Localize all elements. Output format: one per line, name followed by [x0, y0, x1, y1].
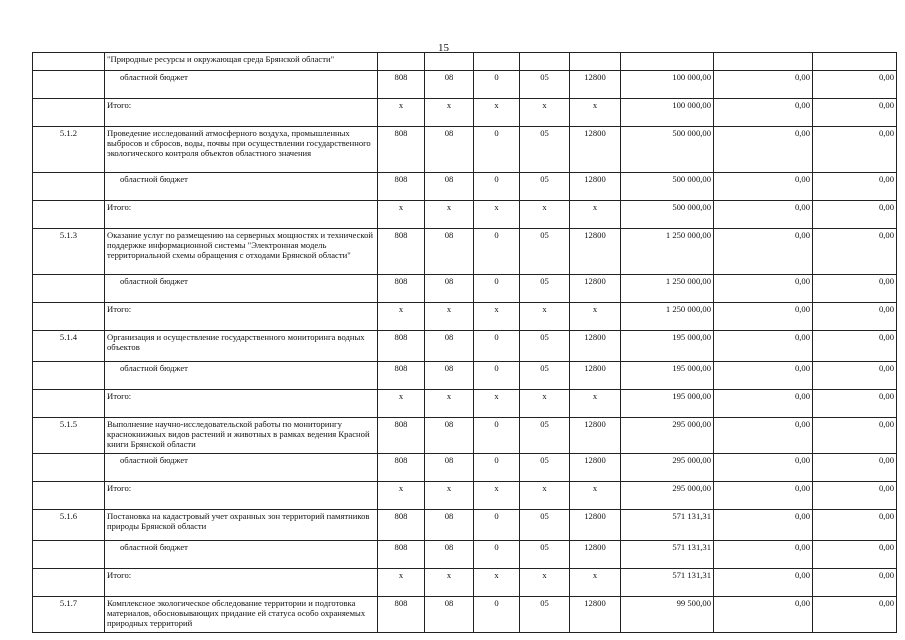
code-target — [570, 53, 621, 71]
item-number — [33, 569, 105, 597]
amount-year-1: 295 000,00 — [621, 418, 714, 454]
amount-year-2: 0,00 — [714, 71, 813, 99]
amount-year-1: 99 500,00 — [621, 597, 714, 633]
code-section: 08 — [425, 127, 474, 173]
code-admin: 808 — [378, 597, 425, 633]
code-target: 12800 — [570, 331, 621, 362]
item-description: областной бюджет — [105, 173, 378, 201]
code-admin — [378, 53, 425, 71]
table-row-item — [33, 418, 897, 454]
table-row-budget — [33, 541, 897, 569]
code-admin: x — [378, 303, 425, 331]
code-admin: 808 — [378, 454, 425, 482]
code-section: 08 — [425, 71, 474, 99]
code-program: x — [520, 303, 570, 331]
amount-year-3: 0,00 — [813, 173, 897, 201]
code-subsection: x — [474, 569, 520, 597]
code-admin: x — [378, 99, 425, 127]
code-target: 12800 — [570, 510, 621, 541]
code-section: 08 — [425, 454, 474, 482]
code-target: 12800 — [570, 418, 621, 454]
code-program: 05 — [520, 418, 570, 454]
amount-year-2 — [714, 53, 813, 71]
item-description: областной бюджет — [105, 541, 378, 569]
code-subsection: x — [474, 201, 520, 229]
code-admin: 808 — [378, 173, 425, 201]
amount-year-2: 0,00 — [714, 173, 813, 201]
code-program: 05 — [520, 331, 570, 362]
item-description: Итого: — [105, 482, 378, 510]
item-number: 5.1.5 — [33, 418, 105, 454]
item-description: Проведение исследований атмосферного воздуха, промышленных выбросов и сбросов, воды, почвы при осуществлении государственного экологического контроля объектов областного значения — [105, 127, 378, 173]
item-description: Итого: — [105, 99, 378, 127]
code-admin: 808 — [378, 127, 425, 173]
code-section: 08 — [425, 331, 474, 362]
code-section: x — [425, 482, 474, 510]
code-target: 12800 — [570, 541, 621, 569]
code-program: 05 — [520, 541, 570, 569]
budget-table — [32, 52, 897, 633]
code-section: 08 — [425, 541, 474, 569]
table-row-budget — [33, 362, 897, 390]
amount-year-3: 0,00 — [813, 362, 897, 390]
amount-year-1: 571 131,31 — [621, 510, 714, 541]
table-row-budget — [33, 454, 897, 482]
code-subsection: x — [474, 303, 520, 331]
code-target: x — [570, 569, 621, 597]
amount-year-3: 0,00 — [813, 390, 897, 418]
amount-year-1: 1 250 000,00 — [621, 275, 714, 303]
item-number: 5.1.3 — [33, 229, 105, 275]
code-subsection: 0 — [474, 597, 520, 633]
amount-year-1: 100 000,00 — [621, 99, 714, 127]
amount-year-2: 0,00 — [714, 510, 813, 541]
item-number: 5.1.4 — [33, 331, 105, 362]
item-description: Оказание услуг по размещению на серверных мощностях и технической поддержке информационной системы "Электронная модель территориальной схемы обращения с отходами Брянской области" — [105, 229, 378, 275]
item-number — [33, 454, 105, 482]
table-row-budget — [33, 173, 897, 201]
code-admin: 808 — [378, 362, 425, 390]
code-admin: 808 — [378, 541, 425, 569]
code-section: x — [425, 201, 474, 229]
item-number: 5.1.2 — [33, 127, 105, 173]
code-subsection: 0 — [474, 541, 520, 569]
table-row-total — [33, 99, 897, 127]
code-program: x — [520, 390, 570, 418]
code-target: 12800 — [570, 362, 621, 390]
amount-year-1: 1 250 000,00 — [621, 303, 714, 331]
item-description: областной бюджет — [105, 362, 378, 390]
table-row-total — [33, 482, 897, 510]
amount-year-1 — [621, 53, 714, 71]
code-target: 12800 — [570, 71, 621, 99]
item-description: областной бюджет — [105, 275, 378, 303]
amount-year-2: 0,00 — [714, 331, 813, 362]
code-subsection: 0 — [474, 275, 520, 303]
amount-year-2: 0,00 — [714, 127, 813, 173]
table-row-item — [33, 229, 897, 275]
amount-year-2: 0,00 — [714, 390, 813, 418]
code-target: 12800 — [570, 454, 621, 482]
table-row-item — [33, 510, 897, 541]
amount-year-2: 0,00 — [714, 569, 813, 597]
amount-year-3: 0,00 — [813, 127, 897, 173]
amount-year-2: 0,00 — [714, 229, 813, 275]
amount-year-1: 195 000,00 — [621, 331, 714, 362]
code-program: 05 — [520, 454, 570, 482]
page-number: 15 — [438, 42, 449, 54]
code-subsection: x — [474, 482, 520, 510]
code-target: 12800 — [570, 597, 621, 633]
code-admin: x — [378, 482, 425, 510]
item-number — [33, 390, 105, 418]
item-description: областной бюджет — [105, 71, 378, 99]
code-target: x — [570, 99, 621, 127]
code-admin: 808 — [378, 331, 425, 362]
code-section: x — [425, 569, 474, 597]
item-description: Постановка на кадастровый учет охранных зон территорий памятников природы Брянской области — [105, 510, 378, 541]
code-target: 12800 — [570, 173, 621, 201]
amount-year-1: 1 250 000,00 — [621, 229, 714, 275]
amount-year-3: 0,00 — [813, 418, 897, 454]
amount-year-1: 571 131,31 — [621, 541, 714, 569]
table-row-item — [33, 127, 897, 173]
code-subsection: 0 — [474, 331, 520, 362]
code-subsection: 0 — [474, 454, 520, 482]
code-target: 12800 — [570, 275, 621, 303]
amount-year-3: 0,00 — [813, 201, 897, 229]
code-section: 08 — [425, 275, 474, 303]
amount-year-2: 0,00 — [714, 418, 813, 454]
table-row-budget — [33, 71, 897, 99]
code-program: 05 — [520, 362, 570, 390]
item-number: 5.1.6 — [33, 510, 105, 541]
item-number — [33, 173, 105, 201]
code-section: 08 — [425, 418, 474, 454]
code-program: 05 — [520, 597, 570, 633]
code-program: 05 — [520, 275, 570, 303]
item-description: Комплексное экологическое обследование территории и подготовка материалов, обосновывающих придание ей статуса особо охраняемых природных территорий — [105, 597, 378, 633]
code-target: x — [570, 201, 621, 229]
item-number — [33, 53, 105, 71]
code-program: x — [520, 482, 570, 510]
item-description: Организация и осуществление государственного мониторинга водных объектов — [105, 331, 378, 362]
table-row-total — [33, 303, 897, 331]
code-subsection: 0 — [474, 362, 520, 390]
code-program: x — [520, 569, 570, 597]
code-section: 08 — [425, 229, 474, 275]
code-target: x — [570, 390, 621, 418]
item-number — [33, 362, 105, 390]
item-description: Итого: — [105, 303, 378, 331]
amount-year-3: 0,00 — [813, 99, 897, 127]
amount-year-3: 0,00 — [813, 482, 897, 510]
amount-year-1: 295 000,00 — [621, 482, 714, 510]
item-number — [33, 201, 105, 229]
code-admin: 808 — [378, 418, 425, 454]
item-number — [33, 275, 105, 303]
amount-year-2: 0,00 — [714, 99, 813, 127]
amount-year-3: 0,00 — [813, 331, 897, 362]
code-section: 08 — [425, 362, 474, 390]
amount-year-3: 0,00 — [813, 510, 897, 541]
item-description: Итого: — [105, 201, 378, 229]
item-number — [33, 482, 105, 510]
amount-year-3: 0,00 — [813, 569, 897, 597]
item-number — [33, 71, 105, 99]
code-target: x — [570, 303, 621, 331]
code-section: x — [425, 390, 474, 418]
code-section: x — [425, 303, 474, 331]
table-row-item — [33, 331, 897, 362]
amount-year-3: 0,00 — [813, 275, 897, 303]
code-admin: 808 — [378, 275, 425, 303]
code-section: 08 — [425, 510, 474, 541]
item-description: Итого: — [105, 569, 378, 597]
code-subsection: 0 — [474, 229, 520, 275]
table-row-total — [33, 569, 897, 597]
code-admin: 808 — [378, 71, 425, 99]
table-row-budget — [33, 275, 897, 303]
code-program: 05 — [520, 71, 570, 99]
code-section: 08 — [425, 597, 474, 633]
table-row-item — [33, 597, 897, 633]
code-subsection: 0 — [474, 71, 520, 99]
code-admin: x — [378, 569, 425, 597]
code-program: 05 — [520, 127, 570, 173]
amount-year-2: 0,00 — [714, 541, 813, 569]
code-admin: 808 — [378, 229, 425, 275]
amount-year-2: 0,00 — [714, 275, 813, 303]
amount-year-3 — [813, 53, 897, 71]
code-admin: 808 — [378, 510, 425, 541]
code-section — [425, 53, 474, 71]
table-row-total — [33, 201, 897, 229]
code-program: 05 — [520, 510, 570, 541]
code-subsection: x — [474, 99, 520, 127]
amount-year-3: 0,00 — [813, 71, 897, 99]
item-description: Выполнение научно-исследовательской работы по мониторингу краснокнижных видов растений и животных в рамках ведения Красной книги Брянской области — [105, 418, 378, 454]
amount-year-3: 0,00 — [813, 229, 897, 275]
item-number: 5.1.7 — [33, 597, 105, 633]
code-subsection: 0 — [474, 510, 520, 541]
item-number — [33, 303, 105, 331]
amount-year-1: 100 000,00 — [621, 71, 714, 99]
amount-year-3: 0,00 — [813, 541, 897, 569]
code-admin: x — [378, 390, 425, 418]
amount-year-2: 0,00 — [714, 482, 813, 510]
amount-year-1: 500 000,00 — [621, 201, 714, 229]
amount-year-2: 0,00 — [714, 362, 813, 390]
code-admin: x — [378, 201, 425, 229]
code-section: x — [425, 99, 474, 127]
code-subsection: 0 — [474, 127, 520, 173]
amount-year-3: 0,00 — [813, 454, 897, 482]
amount-year-1: 195 000,00 — [621, 390, 714, 418]
item-number — [33, 99, 105, 127]
amount-year-1: 500 000,00 — [621, 127, 714, 173]
code-program — [520, 53, 570, 71]
code-subsection: 0 — [474, 173, 520, 201]
item-description: областной бюджет — [105, 454, 378, 482]
amount-year-1: 500 000,00 — [621, 173, 714, 201]
code-program: 05 — [520, 229, 570, 275]
item-description: Итого: — [105, 390, 378, 418]
code-subsection: 0 — [474, 418, 520, 454]
amount-year-1: 295 000,00 — [621, 454, 714, 482]
amount-year-2: 0,00 — [714, 597, 813, 633]
item-description: "Природные ресурсы и окружающая среда Брянской области" — [105, 53, 378, 71]
code-target: 12800 — [570, 229, 621, 275]
code-target: x — [570, 482, 621, 510]
amount-year-1: 195 000,00 — [621, 362, 714, 390]
code-program: 05 — [520, 173, 570, 201]
table-row-total — [33, 390, 897, 418]
code-program: x — [520, 201, 570, 229]
code-program: x — [520, 99, 570, 127]
item-number — [33, 541, 105, 569]
table-row-header — [33, 53, 897, 71]
amount-year-3: 0,00 — [813, 597, 897, 633]
amount-year-3: 0,00 — [813, 303, 897, 331]
code-subsection — [474, 53, 520, 71]
amount-year-2: 0,00 — [714, 201, 813, 229]
code-section: 08 — [425, 173, 474, 201]
amount-year-2: 0,00 — [714, 303, 813, 331]
code-subsection: x — [474, 390, 520, 418]
amount-year-2: 0,00 — [714, 454, 813, 482]
code-target: 12800 — [570, 127, 621, 173]
amount-year-1: 571 131,31 — [621, 569, 714, 597]
